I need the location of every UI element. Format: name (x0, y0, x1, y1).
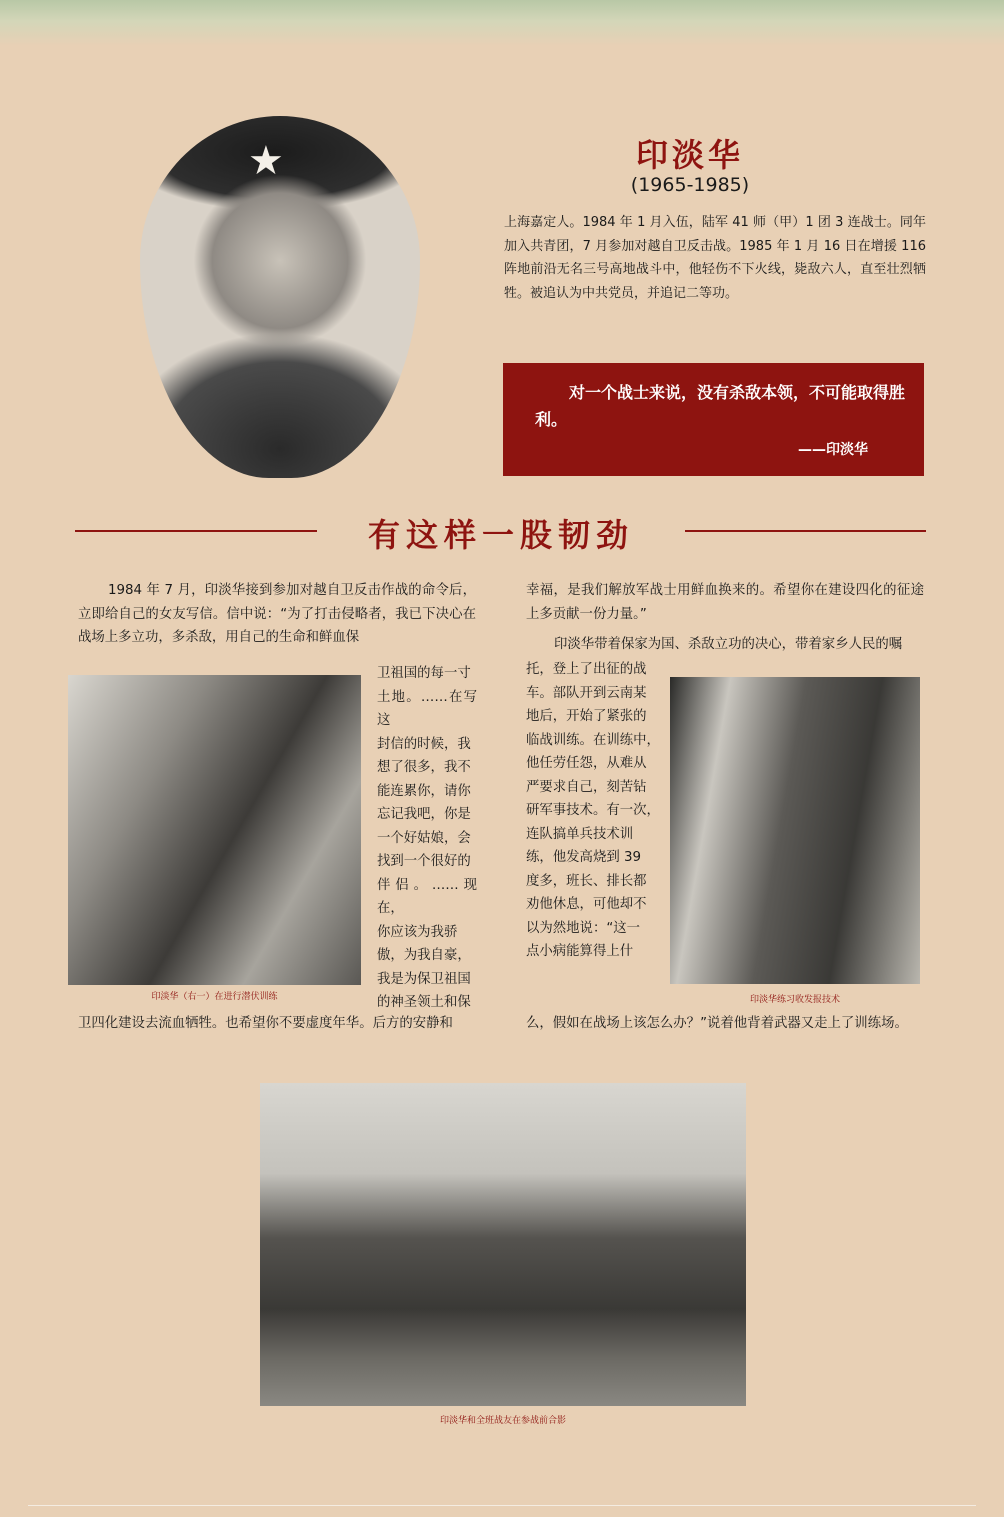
article-left-paragraph: 1984 年 7 月，印淡华接到参加对越自卫反击作战的命令后，立即给自己的女友写信。信中说：“为了打击侵略者，我已下决心在战场上多立功，多杀敌，用自己的生命和鲜血保 (78, 583, 476, 645)
biography: 上海嘉定人。1984 年 1 月入伍，陆军 41 师（甲）1 团 3 连战士。同年加入共青团，7 月参加对越自卫反击战。1985 年 1 月 16 日在增援 116 阵地前沿无名三号高地战斗中，他轻伤不下火线，毙敌六人，直至壮烈牺牲。被追认为中共党员，并追记二等功。 (504, 215, 926, 301)
wrap-line: 练，他发高烧到 39 (526, 850, 642, 865)
person-name: 印淡华 (635, 136, 744, 174)
portrait-photo (140, 116, 420, 478)
wrap-line: 忘记我吧，你是 (377, 807, 471, 822)
article-right-wrap (526, 658, 660, 964)
wrap-line: 伴侣。……现在， (377, 877, 477, 916)
wrap-line: 劝他休息，可他却不 (526, 897, 647, 912)
cap-star-icon: ★ (248, 138, 284, 184)
article-right-head: 印淡华带着保家为国、杀敌立功的决心，带着家乡人民的嘱 (554, 637, 903, 652)
wrap-line: 车。部队开到云南某 (526, 685, 647, 701)
section-title: 有这样一股韧劲 (367, 516, 634, 554)
wrap-line: 的神圣领土和保 (377, 995, 471, 1010)
wrap-line: 傲，为我自豪， (377, 948, 471, 963)
wrap-line: 连队搞单兵技术训 (526, 826, 634, 842)
squad-group-caption: 印淡华和全班战友在参战前合影 (439, 1416, 566, 1426)
wrap-line: 一个好姑娘，会 (377, 830, 471, 846)
squad-group-photo (260, 1083, 746, 1406)
wrap-line: 以为然地说：“这一 (526, 920, 641, 936)
article-right-tail: 么，假如在战场上该怎么办？”说着他背着武器又走上了训练场。 (526, 1016, 908, 1031)
wrap-line: 想了很多，我不 (377, 760, 471, 775)
article-left-tail: 卫四化建设去流血牺牲。也希望你不要虚度年华。后方的安静和 (78, 1016, 453, 1031)
wrap-line: 我是为保卫祖国 (377, 971, 471, 987)
quote-author: ——印淡华 (798, 442, 868, 458)
section-rule-left (75, 530, 317, 532)
ambush-training-caption: 印淡华（右一）在进行潜伏训练 (151, 992, 278, 1002)
ambush-training-photo (68, 675, 361, 985)
radio-training-caption: 印淡华练习收发报技术 (749, 995, 840, 1005)
wrap-line: 找到一个很好的 (377, 854, 471, 869)
wrap-line: 严要求自己，刻苦钻 (526, 779, 647, 795)
wrap-line: 度多，班长、排长都 (526, 873, 647, 889)
wrap-line: 能连累你，请你 (377, 783, 471, 799)
article-right-paragraph: 幸福，是我们解放军战士用鲜血换来的。希望你在建设四化的征途上多贡献一份力量。” (526, 583, 924, 622)
quote-box (503, 363, 924, 476)
wrap-line: 封信的时候，我 (377, 736, 471, 752)
top-texture-band (0, 0, 1004, 46)
wrap-line: 他任劳任怨，从难从 (526, 756, 647, 771)
life-years: (1965-1985) (630, 174, 750, 196)
wrap-line: 你应该为我骄 (377, 924, 458, 940)
radio-training-photo (670, 677, 920, 984)
wrap-line: 临战训练。在训练中， (526, 732, 660, 748)
wrap-line: 托，登上了出征的战 (526, 662, 647, 677)
wrap-line: 点小病能算得上什 (526, 944, 634, 959)
quote-text: 对一个战士来说，没有杀敌本领，不可能取得胜利。 (535, 383, 906, 429)
wrap-line: 研军事技术。有一次， (526, 803, 660, 818)
section-rule-right (685, 530, 926, 532)
wrap-line: 地后，开始了紧张的 (526, 709, 647, 724)
bottom-rule (28, 1505, 976, 1506)
article-left-wrap (377, 662, 477, 1015)
wrap-line: 土地。……在写这 (377, 689, 477, 728)
wrap-line: 卫祖国的每一寸 (377, 666, 471, 681)
